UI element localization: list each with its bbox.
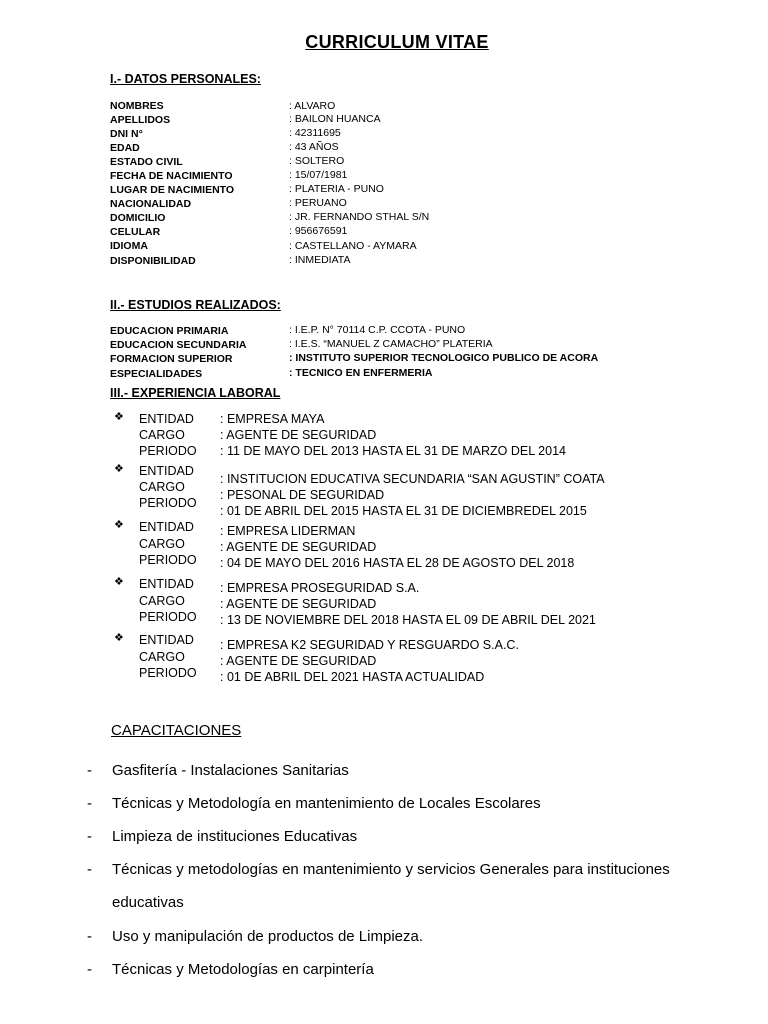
job-entidad: : EMPRESA MAYA bbox=[220, 412, 325, 426]
personal-data-heading: I.- DATOS PERSONALES: bbox=[110, 72, 261, 86]
training-item: Técnicas y Metodologías en carpintería bbox=[112, 961, 374, 978]
training-item: Uso y manipulación de productos de Limpieza. bbox=[112, 928, 424, 945]
job-label-periodo: PERIODO bbox=[139, 610, 197, 624]
study-value: : I.E.S. “MANUEL Z CAMACHO” PLATERIA bbox=[289, 338, 493, 350]
list-dash: - bbox=[87, 961, 92, 978]
personal-label: FECHA DE NACIMIENTO bbox=[110, 170, 233, 182]
job-label-periodo: PERIODO bbox=[139, 496, 197, 510]
personal-value: : 956676591 bbox=[289, 225, 348, 237]
job-label-cargo: CARGO bbox=[139, 537, 185, 551]
training-item-continuation: educativas bbox=[112, 894, 184, 911]
study-label: ESPECIALIDADES bbox=[110, 368, 203, 380]
list-dash: - bbox=[87, 828, 92, 845]
job-entidad: : INSTITUCION EDUCATIVA SECUNDARIA “SAN AGUSTIN” COATA bbox=[220, 472, 605, 486]
job-label-periodo: PERIODO bbox=[139, 666, 197, 680]
job-cargo: : AGENTE DE SEGURIDAD bbox=[220, 654, 377, 668]
experience-heading: III.- EXPERIENCIA LABORAL bbox=[110, 386, 281, 400]
diamond-bullet-icon: ❖ bbox=[114, 632, 124, 644]
job-cargo: : AGENTE DE SEGURIDAD bbox=[220, 540, 377, 554]
job-periodo: : 01 DE ABRIL DEL 2015 HASTA EL 31 DE DICIEMBREDEL 2015 bbox=[220, 504, 587, 518]
list-dash: - bbox=[87, 928, 92, 945]
study-label: EDUCACION PRIMARIA bbox=[110, 325, 229, 337]
studies-heading: II.- ESTUDIOS REALIZADOS: bbox=[110, 298, 281, 312]
personal-value: : 43 AÑOS bbox=[289, 141, 339, 153]
job-label-cargo: CARGO bbox=[139, 650, 185, 664]
personal-value: : PERUANO bbox=[289, 197, 347, 209]
personal-label: IDIOMA bbox=[110, 240, 148, 252]
personal-label: ESTADO CIVIL bbox=[110, 156, 183, 168]
job-cargo: : AGENTE DE SEGURIDAD bbox=[220, 597, 377, 611]
job-label-periodo: PERIODO bbox=[139, 553, 197, 567]
list-dash: - bbox=[87, 762, 92, 779]
job-entidad: : EMPRESA PROSEGURIDAD S.A. bbox=[220, 581, 420, 595]
job-label-cargo: CARGO bbox=[139, 428, 185, 442]
job-cargo: : AGENTE DE SEGURIDAD bbox=[220, 428, 377, 442]
personal-label: LUGAR DE NACIMIENTO bbox=[110, 184, 235, 196]
job-periodo: : 11 DE MAYO DEL 2013 HASTA EL 31 DE MARZO DEL 2014 bbox=[220, 444, 566, 458]
study-value: : TECNICO EN ENFERMERIA bbox=[289, 367, 433, 379]
job-periodo: : 01 DE ABRIL DEL 2021 HASTA ACTUALIDAD bbox=[220, 670, 485, 684]
personal-value: : ALVARO bbox=[289, 100, 336, 112]
job-label-cargo: CARGO bbox=[139, 594, 185, 608]
diamond-bullet-icon: ❖ bbox=[114, 519, 124, 531]
training-item: Técnicas y Metodología en mantenimiento de Locales Escolares bbox=[112, 795, 541, 812]
personal-value: : SOLTERO bbox=[289, 155, 345, 167]
personal-value: : INMEDIATA bbox=[289, 254, 351, 266]
study-label: FORMACION SUPERIOR bbox=[110, 353, 233, 365]
personal-label: EDAD bbox=[110, 142, 140, 154]
training-item: Gasfitería - Instalaciones Sanitarias bbox=[112, 762, 349, 779]
personal-value: : PLATERIA - PUNO bbox=[289, 183, 384, 195]
study-value: : INSTITUTO SUPERIOR TECNOLOGICO PUBLICO DE ACORA bbox=[289, 352, 599, 364]
personal-label: APELLIDOS bbox=[110, 114, 171, 126]
diamond-bullet-icon: ❖ bbox=[114, 463, 124, 475]
trainings-heading: CAPACITACIONES bbox=[111, 722, 242, 739]
personal-label: CELULAR bbox=[110, 226, 161, 238]
job-periodo: : 13 DE NOVIEMBRE DEL 2018 HASTA EL 09 DE ABRIL DEL 2021 bbox=[220, 613, 596, 627]
training-item: Técnicas y metodologías en mantenimiento y servicios Generales para instituciones bbox=[112, 861, 670, 878]
training-item: Limpieza de instituciones Educativas bbox=[112, 828, 358, 845]
job-cargo: : PESONAL DE SEGURIDAD bbox=[220, 488, 385, 502]
personal-label: NACIONALIDAD bbox=[110, 198, 192, 210]
job-entidad: : EMPRESA LIDERMAN bbox=[220, 524, 356, 538]
personal-label: DISPONIBILIDAD bbox=[110, 255, 196, 267]
personal-value: : JR. FERNANDO STHAL S/N bbox=[289, 211, 430, 223]
personal-value: : 42311695 bbox=[289, 127, 341, 139]
document-title: CURRICULUM VITAE bbox=[305, 32, 489, 52]
job-entidad: : EMPRESA K2 SEGURIDAD Y RESGUARDO S.A.C. bbox=[220, 638, 519, 652]
list-dash: - bbox=[87, 861, 92, 878]
diamond-bullet-icon: ❖ bbox=[114, 576, 124, 588]
study-value: : I.E.P. N° 70114 C.P. CCOTA - PUNO bbox=[289, 324, 466, 336]
personal-label: DNI N° bbox=[110, 128, 143, 140]
personal-value: : CASTELLANO - AYMARA bbox=[289, 240, 417, 252]
job-label-entidad: ENTIDAD bbox=[139, 412, 194, 426]
job-label-cargo: CARGO bbox=[139, 480, 185, 494]
job-periodo: : 04 DE MAYO DEL 2016 HASTA EL 28 DE AGOSTO DEL 2018 bbox=[220, 556, 575, 570]
personal-value: : 15/07/1981 bbox=[289, 169, 348, 181]
diamond-bullet-icon: ❖ bbox=[114, 411, 124, 423]
job-label-entidad: ENTIDAD bbox=[139, 464, 194, 478]
list-dash: - bbox=[87, 795, 92, 812]
job-label-entidad: ENTIDAD bbox=[139, 577, 194, 591]
study-label: EDUCACION SECUNDARIA bbox=[110, 339, 247, 351]
personal-value: : BAILON HUANCA bbox=[289, 113, 381, 125]
personal-label: DOMICILIO bbox=[110, 212, 166, 224]
job-label-periodo: PERIODO bbox=[139, 444, 197, 458]
job-label-entidad: ENTIDAD bbox=[139, 520, 194, 534]
personal-label: NOMBRES bbox=[110, 100, 164, 112]
job-label-entidad: ENTIDAD bbox=[139, 633, 194, 647]
